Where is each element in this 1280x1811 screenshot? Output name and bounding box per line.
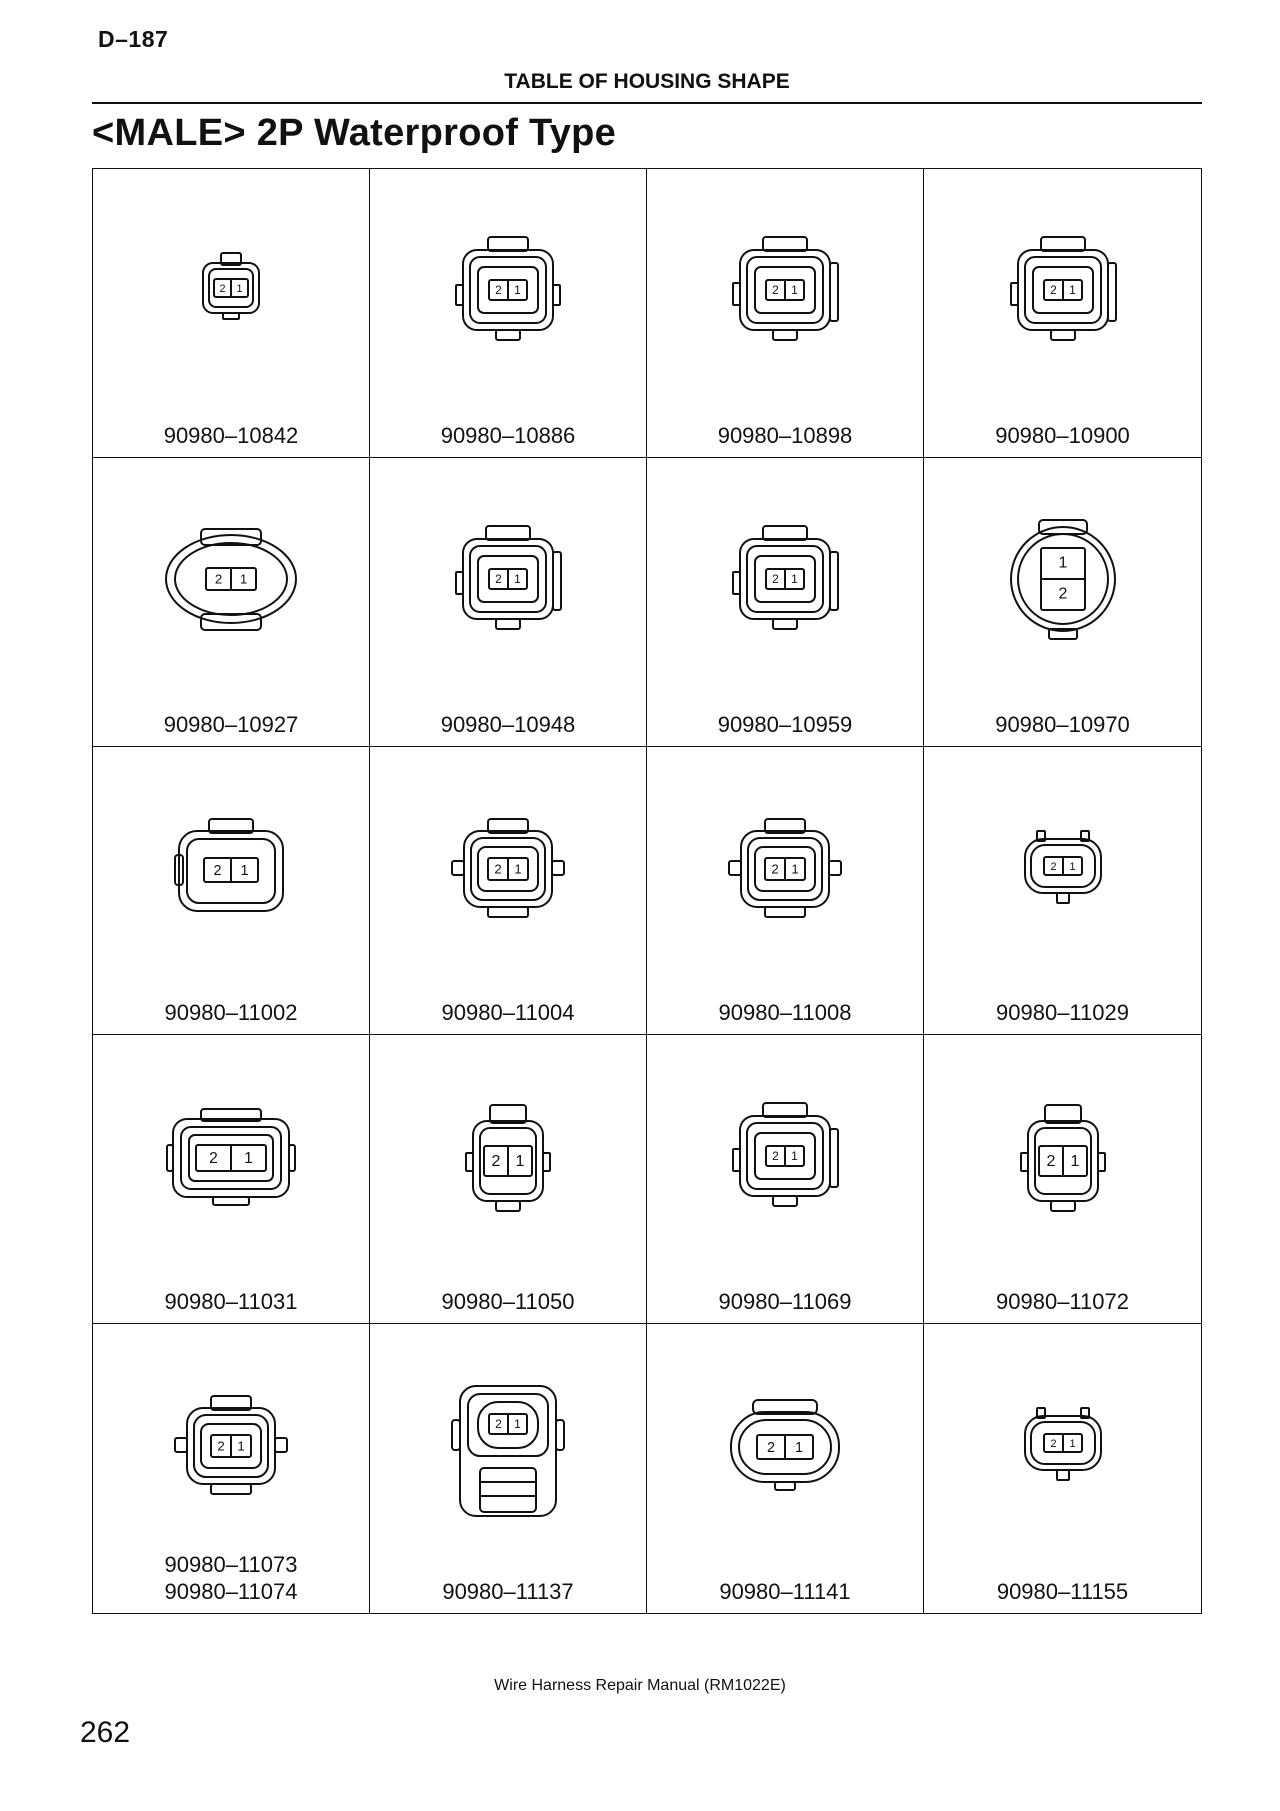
connector-outline — [452, 819, 564, 917]
part-number-label — [93, 422, 369, 449]
svg-text:2: 2 — [1049, 1438, 1057, 1451]
svg-text:2: 2 — [214, 571, 223, 587]
part-number-label — [924, 1288, 1201, 1315]
connector-cell — [370, 747, 647, 1036]
connector-shape-icon — [973, 1350, 1153, 1530]
connector-drawing — [141, 1061, 321, 1241]
connector-cell — [924, 747, 1201, 1036]
connector-drawing — [973, 1061, 1153, 1241]
connector-drawing — [141, 484, 321, 664]
section-title: TABLE OF HOUSING SHAPE — [504, 70, 790, 93]
page-number: 262 — [80, 1716, 131, 1749]
connector-cell — [370, 1324, 647, 1613]
part-number: 90980–10948 — [440, 711, 576, 737]
svg-text:2: 2 — [1049, 860, 1057, 873]
svg-text:1: 1 — [1068, 860, 1076, 873]
connector-drawing — [695, 484, 875, 664]
connector-shape-icon — [141, 195, 321, 375]
header-rule — [92, 102, 1202, 104]
connector-outline — [729, 819, 841, 917]
connector-outline — [1021, 1105, 1105, 1211]
svg-text:2: 2 — [495, 571, 502, 586]
connector-cell — [647, 1324, 924, 1613]
part-number-label — [647, 711, 923, 738]
housing-shape-table — [92, 168, 1202, 1614]
connector-drawing — [418, 1061, 598, 1241]
svg-text:2: 2 — [209, 1150, 218, 1168]
part-number: 90980–11029 — [996, 1000, 1129, 1026]
connector-outline — [175, 819, 283, 911]
connector-cell — [93, 1035, 370, 1324]
svg-text:2: 2 — [772, 571, 779, 586]
connector-outline — [1025, 1408, 1101, 1480]
part-number: 90980–11004 — [441, 1000, 575, 1026]
connector-drawing — [695, 1061, 875, 1241]
svg-text:1: 1 — [240, 862, 249, 879]
svg-text:2: 2 — [1058, 585, 1067, 603]
connector-cell — [924, 1035, 1201, 1324]
part-number: 90980–11050 — [441, 1289, 575, 1315]
part-number-label — [647, 999, 923, 1026]
svg-text:2: 2 — [217, 1438, 225, 1454]
connector-drawing — [418, 484, 598, 664]
part-number-label — [924, 422, 1201, 449]
part-number: 90980–10842 — [163, 422, 299, 448]
connector-outline — [733, 526, 838, 629]
connector-shape-icon — [695, 195, 875, 375]
part-number-label — [647, 422, 923, 449]
connector-cell — [647, 458, 924, 747]
connector-outline — [456, 237, 560, 340]
svg-text:2: 2 — [1049, 283, 1057, 298]
part-number: 90980–10959 — [717, 711, 853, 737]
part-number: 90980–11155 — [996, 1578, 1129, 1604]
connector-shape-icon — [141, 1061, 321, 1241]
svg-text:2: 2 — [766, 1439, 776, 1456]
svg-text:2: 2 — [771, 861, 779, 877]
part-number-label — [93, 999, 369, 1026]
svg-text:1: 1 — [791, 861, 799, 877]
connector-shape-icon — [418, 773, 598, 953]
svg-text:1: 1 — [1070, 1153, 1079, 1171]
connector-drawing — [973, 1350, 1153, 1530]
svg-text:1: 1 — [244, 1150, 253, 1168]
connector-shape-icon — [973, 195, 1153, 375]
part-number-label — [924, 999, 1201, 1026]
part-number: 90980–10898 — [717, 422, 853, 448]
connector-shape-icon — [695, 773, 875, 953]
svg-text:1: 1 — [1058, 554, 1067, 572]
part-number-label — [370, 422, 646, 449]
connector-drawing — [695, 1350, 875, 1530]
part-number: 90980–11141 — [719, 1578, 851, 1604]
connector-outline — [1011, 520, 1115, 639]
manual-footer: Wire Harness Repair Manual (RM1022E) — [494, 1677, 786, 1694]
svg-text:1: 1 — [514, 571, 521, 586]
part-number: 90980–11073 — [164, 1551, 298, 1577]
part-number: 90980–11074 — [164, 1578, 298, 1604]
part-number: 90980–10970 — [995, 711, 1130, 737]
connector-shape-icon — [141, 773, 321, 953]
connector-drawing — [418, 1350, 598, 1530]
svg-text:1: 1 — [515, 1153, 525, 1171]
svg-text:2: 2 — [213, 862, 222, 879]
part-number-label — [370, 1578, 646, 1605]
svg-text:1: 1 — [514, 283, 521, 298]
svg-text:1: 1 — [237, 1438, 245, 1454]
part-number-label — [924, 1578, 1201, 1605]
connector-drawing — [141, 773, 321, 953]
connector-drawing — [418, 773, 598, 953]
svg-text:1: 1 — [514, 861, 522, 877]
connector-cell — [924, 458, 1201, 747]
connector-shape-icon — [695, 1061, 875, 1241]
part-number-label — [647, 1578, 923, 1605]
part-number: 90980–11072 — [996, 1289, 1129, 1315]
connector-cell — [93, 1324, 370, 1613]
connector-drawing — [418, 195, 598, 375]
connector-outline — [166, 529, 296, 630]
connector-cell — [370, 1035, 647, 1324]
svg-text:1: 1 — [1068, 283, 1076, 298]
connector-outline — [175, 1396, 287, 1494]
connector-drawing — [695, 773, 875, 953]
connector-cell — [924, 169, 1201, 458]
svg-text:2: 2 — [491, 1153, 501, 1171]
connector-outline — [733, 237, 838, 340]
part-number: 90980–11002 — [164, 1000, 298, 1026]
connector-outline — [167, 1109, 295, 1205]
connector-outline — [1011, 237, 1116, 340]
connector-cell — [647, 169, 924, 458]
part-number: 90980–10900 — [995, 422, 1130, 448]
svg-text:2: 2 — [495, 283, 502, 298]
connector-shape-icon — [418, 195, 598, 375]
connector-outline — [456, 526, 561, 629]
svg-text:2: 2 — [1046, 1153, 1055, 1171]
connector-shape-icon — [973, 773, 1153, 953]
connector-drawing — [973, 773, 1153, 953]
connector-drawing — [695, 195, 875, 375]
part-number: 90980–11069 — [718, 1289, 852, 1315]
part-number: 90980–11008 — [718, 1000, 852, 1026]
part-number: 90980–10927 — [163, 711, 299, 737]
connector-shape-icon — [973, 1061, 1153, 1241]
part-number-label — [370, 999, 646, 1026]
connector-shape-icon — [973, 484, 1153, 664]
svg-text:2: 2 — [772, 283, 779, 298]
connector-drawing — [973, 484, 1153, 664]
connector-shape-icon — [418, 484, 598, 664]
connector-shape-icon — [695, 1350, 875, 1530]
svg-text:2: 2 — [494, 861, 502, 877]
connector-shape-icon — [141, 1350, 321, 1530]
page-heading: <MALE> 2P Waterproof Type — [92, 112, 617, 154]
connector-cell — [370, 169, 647, 458]
connector-cell — [924, 1324, 1201, 1613]
connector-cell — [93, 458, 370, 747]
svg-text:2: 2 — [495, 1417, 502, 1432]
connector-cell — [93, 747, 370, 1036]
connector-outline — [203, 253, 259, 319]
connector-cell — [647, 747, 924, 1036]
part-number-label — [647, 1288, 923, 1315]
part-number-label — [924, 711, 1201, 738]
connector-shape-icon — [418, 1061, 598, 1241]
connector-cell — [370, 458, 647, 747]
page-code: D–187 — [98, 26, 169, 52]
connector-shape-icon — [418, 1350, 598, 1530]
part-number: 90980–10886 — [440, 422, 576, 448]
part-number-label — [93, 1551, 369, 1605]
connector-outline — [452, 1386, 564, 1516]
connector-drawing — [973, 195, 1153, 375]
part-number: 90980–11031 — [164, 1289, 298, 1315]
connector-outline — [733, 1103, 838, 1206]
part-number-label — [93, 711, 369, 738]
svg-text:1: 1 — [791, 1149, 798, 1164]
connector-outline — [466, 1105, 550, 1211]
part-number: 90980–11137 — [442, 1578, 574, 1604]
connector-outline — [1025, 831, 1101, 903]
svg-text:1: 1 — [236, 282, 243, 295]
connector-outline — [731, 1400, 839, 1490]
svg-text:1: 1 — [791, 571, 798, 586]
svg-text:1: 1 — [514, 1417, 521, 1432]
part-number-label — [370, 1288, 646, 1315]
connector-cell — [647, 1035, 924, 1324]
connector-drawing — [141, 195, 321, 375]
connector-drawing — [141, 1350, 321, 1530]
svg-text:2: 2 — [219, 282, 226, 295]
svg-text:1: 1 — [1068, 1438, 1076, 1451]
part-number-label — [370, 711, 646, 738]
part-number-label — [93, 1288, 369, 1315]
connector-shape-icon — [141, 484, 321, 664]
svg-text:2: 2 — [772, 1149, 779, 1164]
svg-text:1: 1 — [239, 571, 248, 587]
svg-text:1: 1 — [794, 1439, 804, 1456]
connector-cell — [93, 169, 370, 458]
connector-shape-icon — [695, 484, 875, 664]
svg-text:1: 1 — [791, 283, 798, 298]
